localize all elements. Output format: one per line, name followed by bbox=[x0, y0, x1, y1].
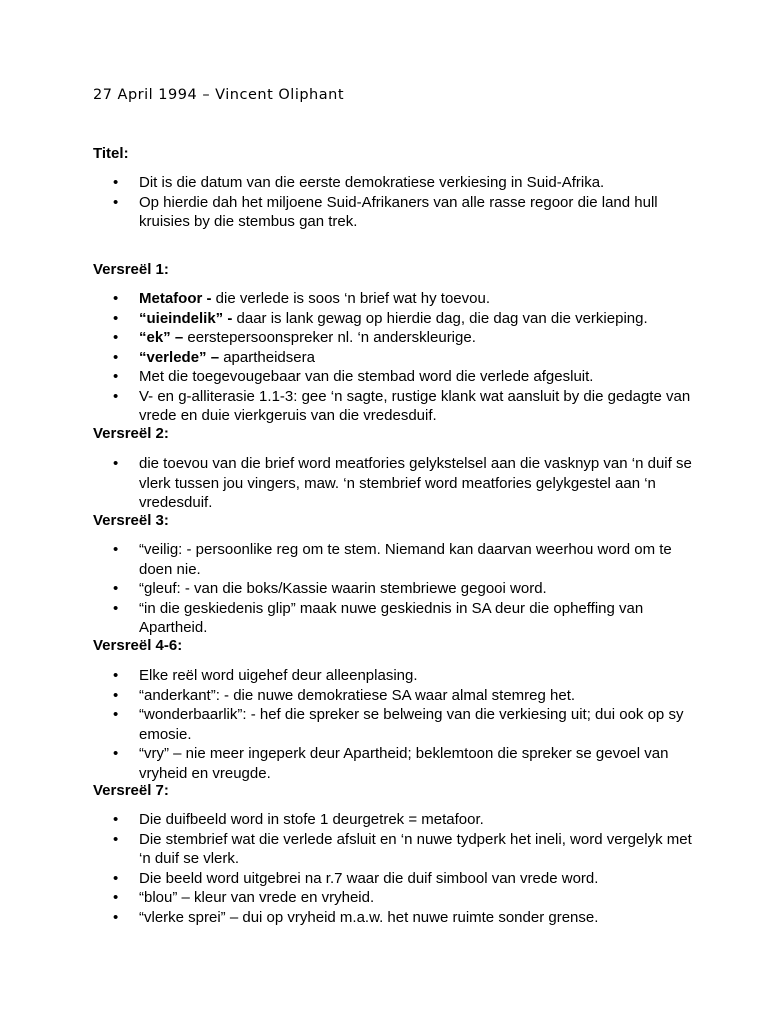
list-item: • V- en g-alliterasie 1.1-3: gee ‘n sagte, rustige klank wat aansluit by die gedagte van vrede en duie vierkgeruis van die vredesduif. bbox=[93, 387, 693, 426]
section-heading-versreel-3: Versreël 3: bbox=[93, 512, 169, 529]
section-list-versreel-3 bbox=[93, 540, 693, 638]
section-heading-versreel-1: Versreël 1: bbox=[93, 261, 169, 278]
list-item: • “blou” – kleur van vrede en vryheid. bbox=[93, 888, 693, 908]
document-title: 27 April 1994 – Vincent Oliphant bbox=[93, 87, 345, 103]
list-item: • “uieindelik” - daar is lank gewag op hierdie dag, die dag van die verkieping. bbox=[93, 309, 693, 329]
section-heading-titel: Titel: bbox=[93, 145, 129, 162]
section-heading-versreel-7: Versreël 7: bbox=[93, 782, 169, 799]
section-heading-versreel-4-6: Versreël 4-6: bbox=[93, 637, 183, 654]
section-list-versreel-1 bbox=[93, 289, 693, 426]
list-item: • “veilig: - persoonlike reg om te stem. Niemand kan daarvan weerhou word om te doen nie. bbox=[93, 540, 693, 579]
list-item: • Op hierdie dah het miljoene Suid-Afrikaners van alle rasse regoor die land hull kruisies by die stembus gan trek. bbox=[93, 193, 693, 232]
list-item: • Met die toegevougebaar van die stembad word die verlede afgesluit. bbox=[93, 367, 693, 387]
list-item: • Die duifbeeld word in stofe 1 deurgetrek = metafoor. bbox=[93, 810, 693, 830]
list-item: • “vry” – nie meer ingeperk deur Apartheid; beklemtoon die spreker se gevoel van vryheid en vreugde. bbox=[93, 744, 693, 783]
list-item: • “ek” – eerstepersoonspreker nl. ‘n anderskleurige. bbox=[93, 328, 693, 348]
section-list-titel bbox=[93, 173, 693, 232]
list-item: • Elke reël word uigehef deur alleenplasing. bbox=[93, 666, 693, 686]
list-item: • Dit is die datum van die eerste demokratiese verkiesing in Suid-Afrika. bbox=[93, 173, 693, 193]
list-item: • Die stembrief wat die verlede afsluit en ‘n nuwe tydperk het ineli, word vergelyk met ‘n duif se vlerk. bbox=[93, 830, 693, 869]
list-item: • Metafoor - die verlede is soos ‘n brief wat hy toevou. bbox=[93, 289, 693, 309]
list-item: • “wonderbaarlik”: - hef die spreker se belweing van die verkiesing uit; dui ook op sy emosie. bbox=[93, 705, 693, 744]
list-item: • “anderkant”: - die nuwe demokratiese SA waar almal stemreg het. bbox=[93, 686, 693, 706]
section-heading-versreel-2: Versreël 2: bbox=[93, 425, 169, 442]
list-item: • “gleuf: - van die boks/Kassie waarin stembriewe gegooi word. bbox=[93, 579, 693, 599]
section-list-versreel-2 bbox=[93, 454, 693, 513]
list-item: • “verlede” – apartheidsera bbox=[93, 348, 693, 368]
list-item: • Die beeld word uitgebrei na r.7 waar die duif simbool van vrede word. bbox=[93, 869, 693, 889]
list-item: • die toevou van die brief word meatfories gelykstelsel aan die vasknyp van ‘n duif se vlerk tussen jou vingers, maw. ‘n stembrief word meatfories gelykgestel aan ‘n vredesduif. bbox=[93, 454, 693, 513]
list-item: • “in die geskiedenis glip” maak nuwe geskiednis in SA deur die opheffing van Apartheid. bbox=[93, 599, 693, 638]
list-item: • “vlerke sprei” – dui op vryheid m.a.w. het nuwe ruimte sonder grense. bbox=[93, 908, 693, 928]
section-list-versreel-7 bbox=[93, 810, 693, 927]
section-list-versreel-4-6 bbox=[93, 666, 693, 783]
